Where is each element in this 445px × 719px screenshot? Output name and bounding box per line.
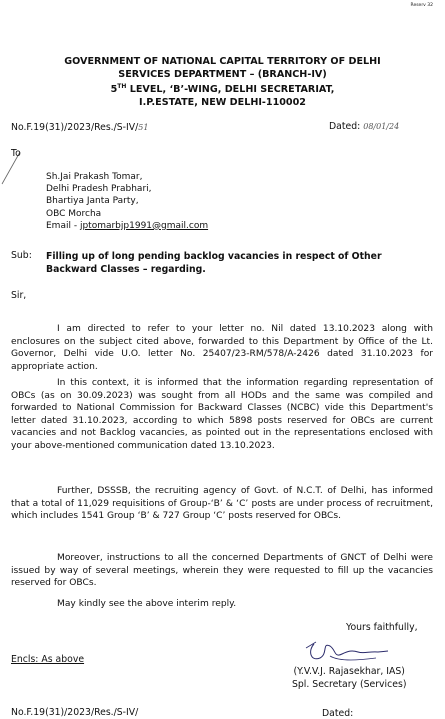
addressee-line-1: Sh.Jai Prakash Tomar, [46,172,143,182]
file-number: No.F.19(31)/2023/Res./S-IV/51 [11,122,149,133]
dated-field: Dated: 08/01/24 [329,121,400,132]
subject-label: Sub: [11,250,32,261]
signatory-block [292,666,406,691]
dated-handwritten: 08/01/24 [363,122,400,131]
salutation: Sir, [11,290,27,301]
letterhead-line-1: GOVERNMENT OF NATIONAL CAPITAL TERRITORY OF DELHI [64,56,381,67]
paragraph-3: Further, DSSSB, the recruiting agency of Govt. of N.C.T. of Delhi, has informed that a total of 11,029 requisitions of Group-‘B’ & ‘C’ posts are under process of recruitment, which includes 1541 Group ‘B’ & 727 Group ‘C’ posts reserved for OBCs. [11,486,433,522]
closing: Yours faithfully, [346,622,418,633]
letterhead-line-3: 5TH LEVEL, ‘B’-WING, DELHI SECRETARIAT, [110,83,335,96]
email-link[interactable]: jptomarbjp1991@gmail.com [79,220,209,231]
addressee-line-4: OBC Morcha [46,208,102,219]
signatory-designation: Spl. Secretary (Services) [292,678,407,690]
paragraph-5: May kindly see the above interim reply. [57,599,237,609]
letterhead-line-2: SERVICES DEPARTMENT – (BRANCH-IV) [118,68,327,80]
signatory-name: (Y.V.V.J. Rajasekhar, IAS) [293,666,405,677]
letterhead-line-4: I.P.ESTATE, NEW DELHI-110002 [139,96,306,108]
to-label: To [11,148,21,159]
paragraph-4: Moreover, instructions to all the concerned Departments of GNCT of Delhi were issued by way of several meetings, wherein they were requested to fill up the vacancies reserved for OBCs. [11,553,433,589]
subject-text: Filling up of long pending backlog vacancies in respect of Other Backward Classes – regarding. [46,251,382,275]
paragraph-2: In this context, it is informed that the information regarding representation of OBCs (as on 30.09.2023) was sought from all HODs and the same was compiled and forwarded to National Commission for Backward Classes (NCBC) vide this Department's letter dated 31.10.2023, according to which 5898 posts reserved for OBCs are current vacancies and not Backlog vacancies, as pointed out in the representations enclosed with your above-mentioned communication dated 13.10.2023. [11,378,433,451]
letterhead [0,56,445,110]
footer-dated-label: Dated: [322,708,354,719]
addressee-line-2: Delhi Pradesh Prabhari, [46,184,152,195]
addressee-line-3: Bhartiya Janta Party, [46,196,139,207]
addressee-email-line: Email - jptomarbjp1991@gmail.com [46,220,209,231]
enclosure-note: Encls: As above [11,654,85,665]
addressee-block [46,171,208,232]
file-number-handwritten: 51 [138,123,149,132]
corner-mark: Reserv 32 [410,3,433,8]
paragraph-1: I am directed to refer to your letter no. Nil dated 13.10.2023 along with enclosures on the subject cited above, forwarded to this Department by Office of the Lt. Governor, Delhi vide U.O. letter No. 25407/23-RM/578/A-2426 dated 31.10.2023 for appropriate action. [11,324,433,372]
handwritten-signature [300,636,392,668]
footer-file-number: No.F.19(31)/2023/Res./S-IV/ [11,707,139,718]
